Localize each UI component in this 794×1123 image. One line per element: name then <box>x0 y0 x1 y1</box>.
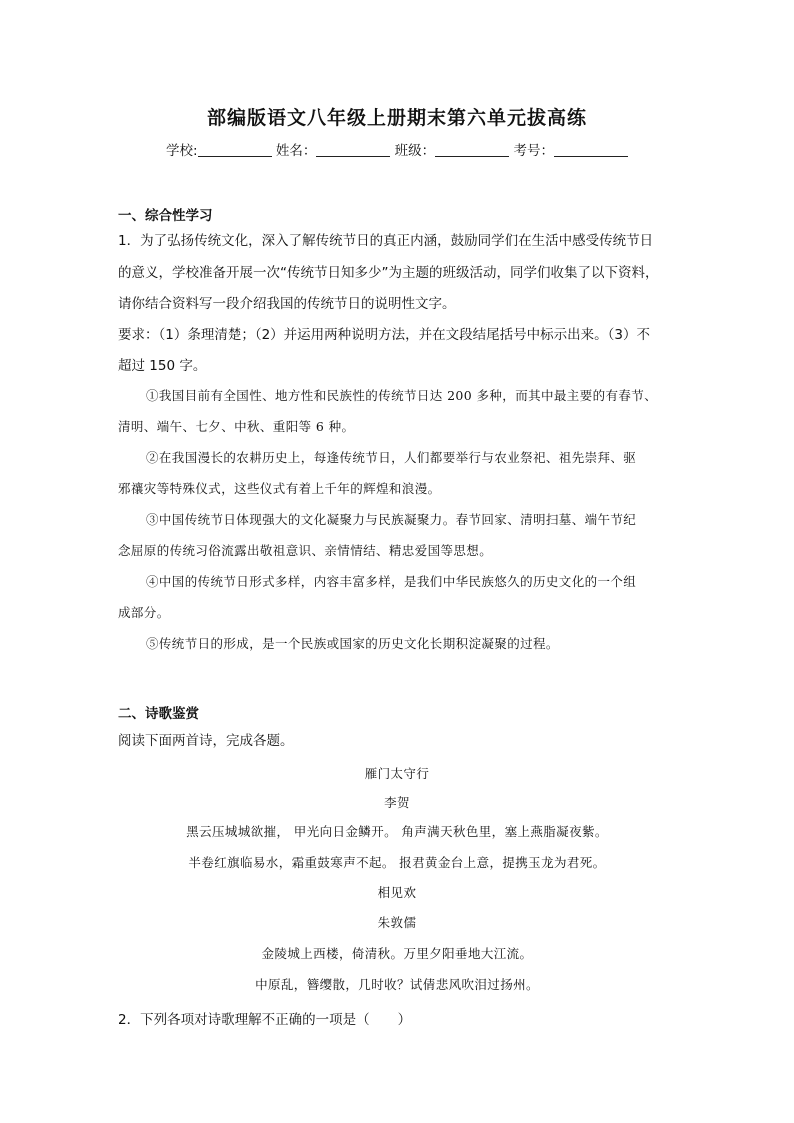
material-1-line2: 清明、端午、七夕、中秋、重阳等 6 种。 <box>118 419 355 434</box>
class-blank <box>435 142 509 157</box>
page-title: 部编版语文八年级上册期末第六单元拔高练 <box>206 107 587 129</box>
material-1-line1: ①我国目前有全国性、地方性和民族性的传统节日达 200 多种，而其中最主要的有春节、 <box>146 388 658 403</box>
section2-heading: 二、诗歌鉴赏 <box>118 706 199 722</box>
poem2-line1: 金陵城上西楼，倚清秋。万里夕阳垂地大江流。 <box>261 946 533 961</box>
q2-stem <box>118 1008 411 1028</box>
material-2-line1: ②在我国漫长的农耕历史上，每逢传统节日，人们都要举行与农业祭祀、祖先崇拜、驱 <box>146 450 637 465</box>
material-2-line2: 邪禳灾等特殊仪式，这些仪式有着上千年的辉煌和浪漫。 <box>118 481 441 496</box>
material-3-line2: 念屈原的传统习俗流露出敬祖意识、亲情情结、精忠爱国等思想。 <box>118 543 493 558</box>
material-3-line1: ③中国传统节日体现强大的文化凝聚力与民族凝聚力。春节回家、清明扫墓、端午节纪 <box>146 512 637 527</box>
name-blank <box>316 142 390 157</box>
school-label: 学校: <box>166 143 198 159</box>
section2-intro: 阅读下面两首诗，完成各题。 <box>118 733 294 749</box>
q1-line2: 的意义，学校准备开展一次“传统节日知多少”为主题的班级活动，同学们收集了以下资料， <box>118 265 659 281</box>
poem2-author: 朱敦儒 <box>377 915 417 930</box>
poem2-title: 相见欢 <box>377 885 417 900</box>
section1-heading: 一、综合性学习 <box>118 208 213 224</box>
material-4-line2: 成部分。 <box>118 605 170 620</box>
poem1-title: 雁门太守行 <box>364 766 430 781</box>
poem2-line2: 中原乱，簪缨散，几时收？试倩悲风吹泪过扬州。 <box>255 977 539 992</box>
q1-line3: 请你结合资料写一段介绍我国的传统节日的说明性文字。 <box>118 296 456 312</box>
material-5-line1: ⑤传统节日的形成，是一个民族或国家的历史文化长期积淀凝聚的过程。 <box>146 636 559 651</box>
exam-no-blank <box>554 142 628 157</box>
q1-requirement-line1: 要求：（1）条理清楚；（2）并运用两种说明方法，并在文段结尾括号中标示出来。（3）不 <box>118 327 651 343</box>
student-info-line <box>0 139 794 159</box>
poem1-line1: 黑云压城城欲摧， 甲光向日金鳞开。 角声满天秋色里，塞上燕脂凝夜紫。 <box>186 824 608 839</box>
q2-stem-close: ） <box>397 1012 412 1028</box>
q2-stem-text: 2．下列各项对诗歌理解不正确的一项是（ <box>118 1012 370 1028</box>
q1-line1: 1．为了弘扬传统文化，深入了解传统节日的真正内涵，鼓励同学们在生活中感受传统节日 <box>118 233 654 249</box>
q1-requirement-line2: 超过 150 字。 <box>118 358 207 374</box>
school-blank <box>198 142 272 157</box>
class-label: 班级： <box>394 143 436 159</box>
material-4-line1: ④中国的传统节日形式多样，内容丰富多样，是我们中华民族悠久的历史文化的一个组 <box>146 574 637 589</box>
exam-no-label: 考号： <box>513 143 554 159</box>
poem1-line2: 半卷红旗临易水，霜重鼓寒声不起。 报君黄金台上意，提携玉龙为君死。 <box>188 855 606 870</box>
name-label: 姓名： <box>275 143 317 159</box>
poem1-author: 李贺 <box>384 795 410 810</box>
